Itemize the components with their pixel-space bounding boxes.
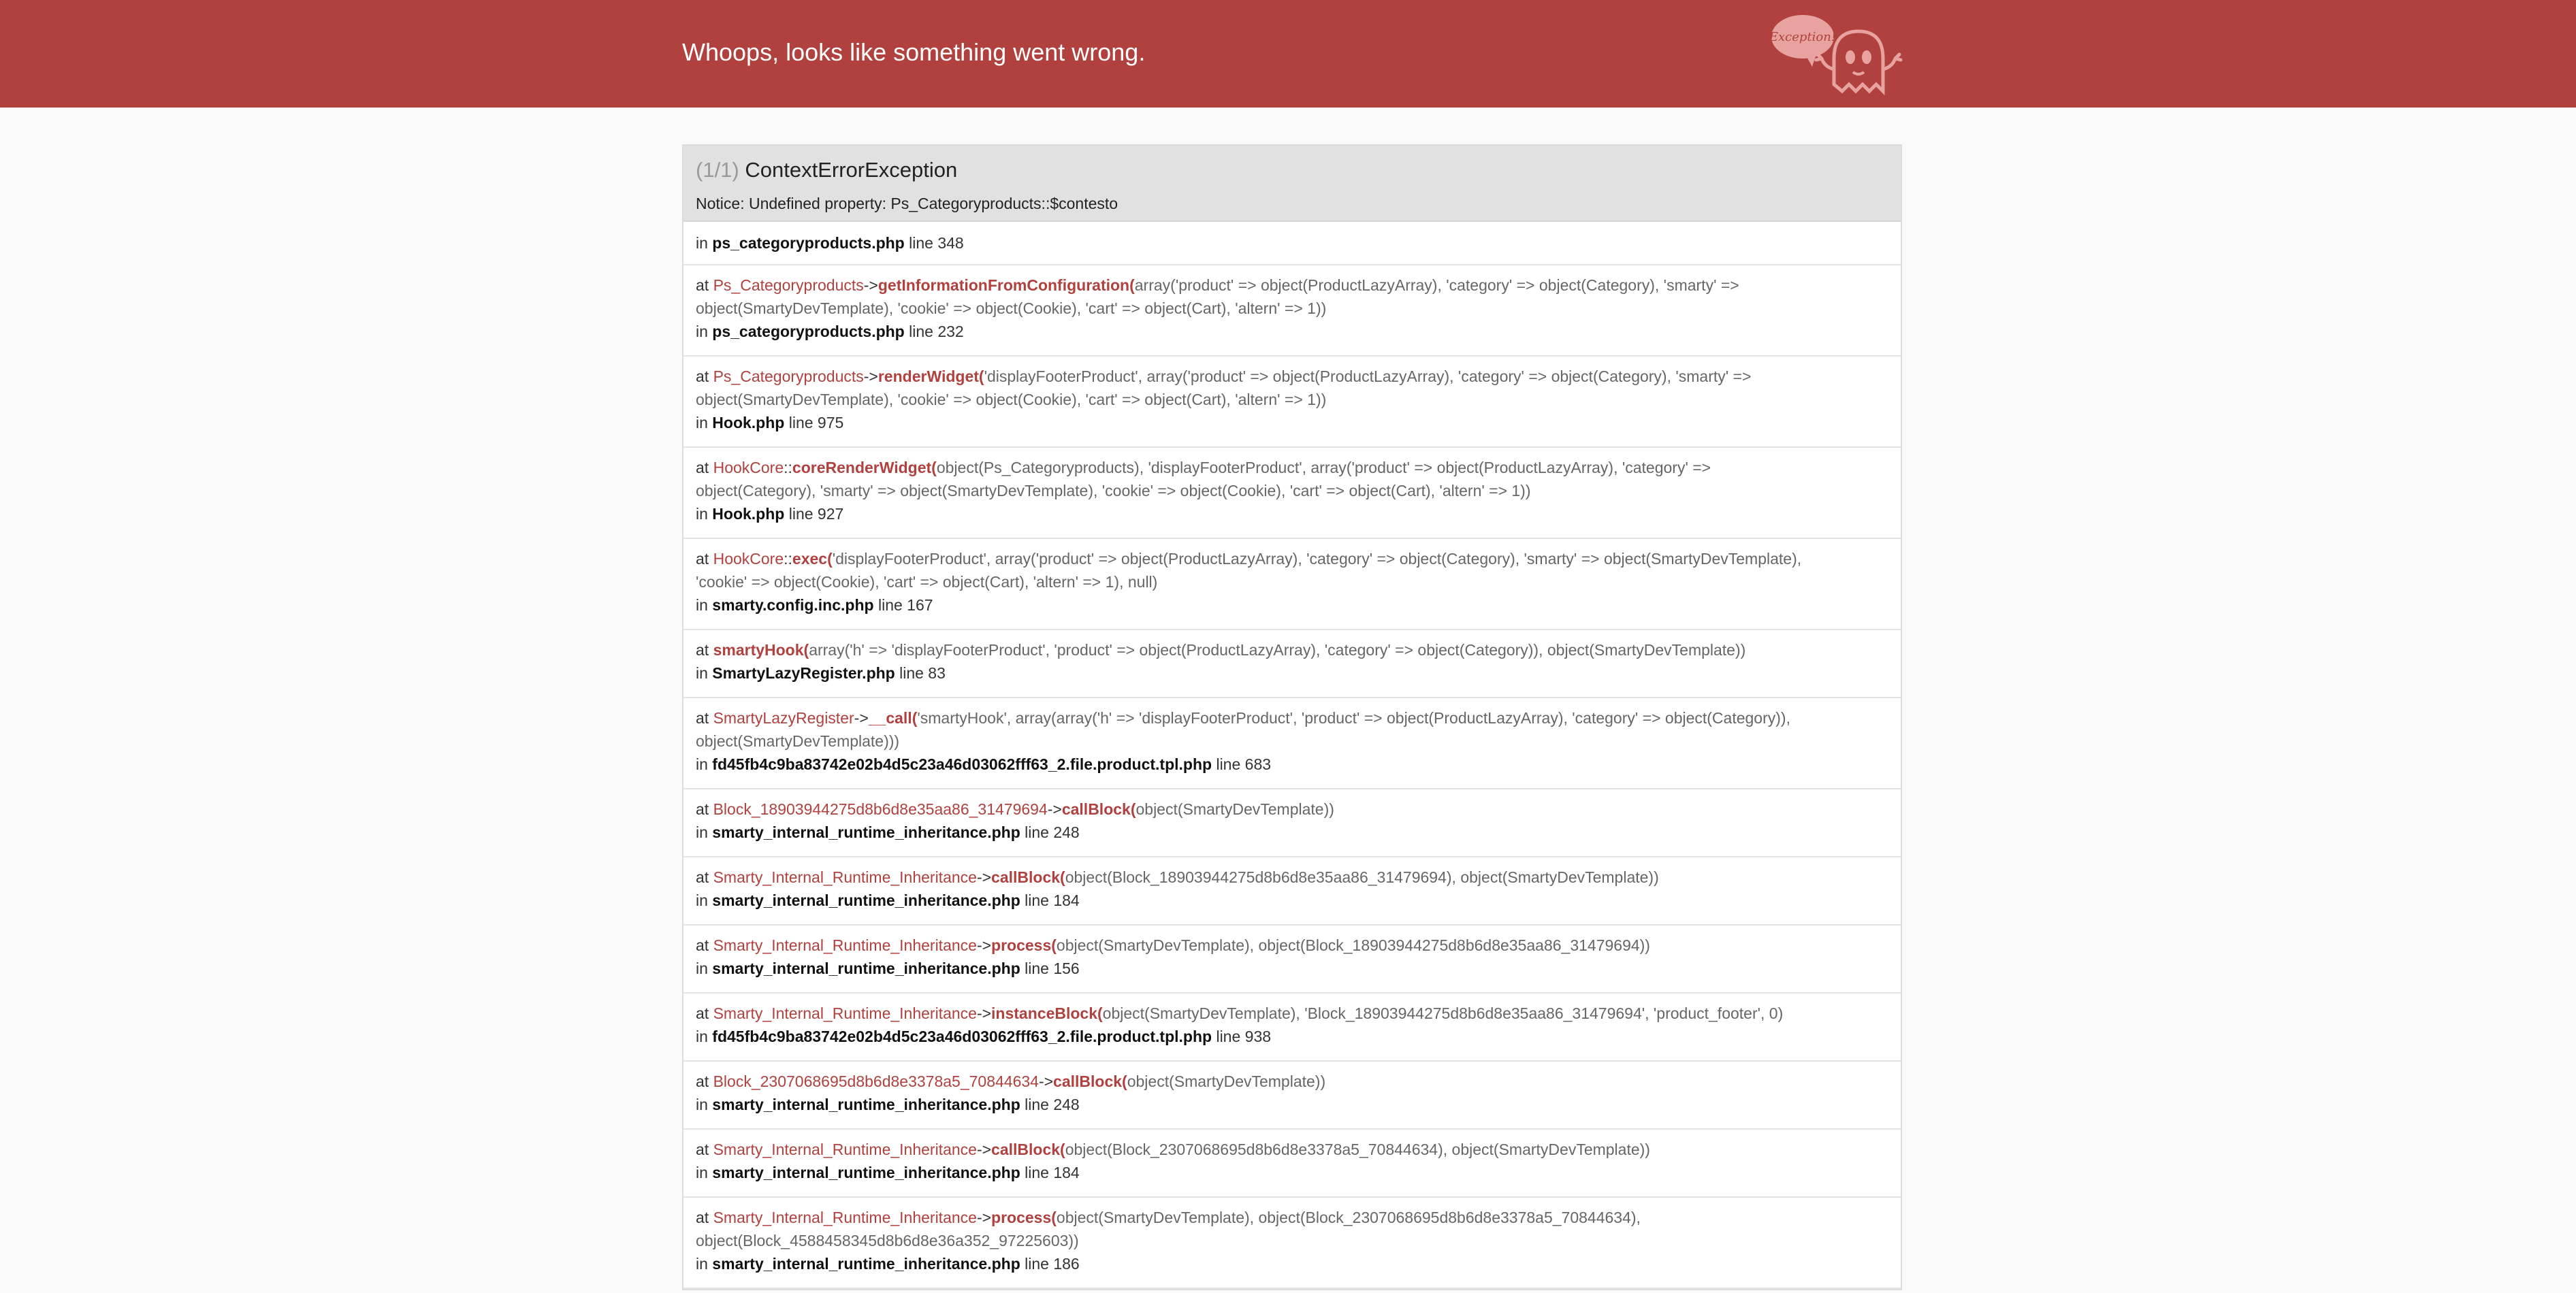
at-label: at	[696, 367, 709, 385]
trace-call	[696, 1070, 1888, 1093]
trace-args-cont: object(Block_4588458345d8b6d8e36a352_97225603))	[696, 1232, 1079, 1249]
trace-line: line 683	[1216, 755, 1272, 773]
trace-function: renderWidget(	[878, 367, 984, 385]
trace-class: Smarty_Internal_Runtime_Inheritance	[713, 936, 977, 954]
trace-separator: ->	[1047, 800, 1062, 818]
trace-line: line 232	[909, 323, 964, 340]
in-label: in	[696, 755, 708, 773]
in-label: in	[696, 414, 708, 431]
trace-function: coreRenderWidget(	[792, 459, 937, 476]
trace-location	[696, 320, 1888, 343]
trace-line: line 248	[1025, 823, 1080, 841]
trace-frame	[683, 539, 1901, 630]
trace-class: Smarty_Internal_Runtime_Inheritance	[713, 1141, 977, 1158]
trace-separator: ->	[976, 868, 992, 886]
trace-line: line 348	[909, 234, 964, 252]
trace-args-cont: object(SmartyDevTemplate), 'cookie' => object(Cookie), 'cart' => object(Cart), 'altern' => 1))	[696, 299, 1327, 317]
trace-args: object(SmartyDevTemplate))	[1136, 800, 1334, 818]
trace-file: smarty_internal_runtime_inheritance.php	[712, 1164, 1020, 1181]
trace-call	[696, 456, 1888, 479]
trace-location	[696, 1252, 1888, 1275]
trace-function: callBlock(	[1061, 800, 1136, 818]
trace-class: HookCore	[713, 459, 784, 476]
trace-args: object(SmartyDevTemplate), object(Block_2307068695d8b6d8e3378a5_70844634),	[1056, 1209, 1641, 1226]
page-title: Whoops, looks like something went wrong.	[682, 38, 1146, 66]
trace-line: line 83	[899, 664, 946, 682]
exception-box	[682, 144, 1902, 1290]
trace-class: HookCore	[713, 550, 784, 568]
trace-frame	[683, 926, 1901, 994]
trace-separator: ::	[784, 550, 792, 568]
trace-call	[696, 365, 1888, 388]
trace-call	[696, 638, 1888, 661]
trace-args: object(SmartyDevTemplate), 'Block_18903944275d8b6d8e35aa86_31479694', 'product_footer', 0)	[1102, 1004, 1784, 1022]
in-label: in	[696, 1164, 708, 1181]
trace-file: fd45fb4c9ba83742e02b4d5c23a46d03062fff63_2.file.product.tpl.php	[712, 1028, 1212, 1045]
trace-file: smarty_internal_runtime_inheritance.php	[712, 823, 1020, 841]
trace-line: line 248	[1025, 1096, 1080, 1113]
trace-function: exec(	[792, 550, 833, 568]
trace-class: Block_18903944275d8b6d8e35aa86_31479694	[713, 800, 1048, 818]
trace-separator: ->	[976, 1209, 992, 1226]
ghost-logo-icon	[1769, 11, 1905, 97]
trace-frame	[683, 1130, 1901, 1198]
trace-frame	[683, 857, 1901, 926]
trace-file: SmartyLazyRegister.php	[712, 664, 895, 682]
trace-location	[696, 411, 1888, 434]
trace-frame	[683, 448, 1901, 539]
trace-line: line 184	[1025, 891, 1080, 909]
trace-line: line 938	[1216, 1028, 1272, 1045]
trace-location	[696, 957, 1888, 980]
trace-class: Smarty_Internal_Runtime_Inheritance	[713, 868, 977, 886]
trace-args: object(Ps_Categoryproducts), 'displayFooterProduct', array('product' => object(ProductLazyArray), 'category' =>	[936, 459, 1711, 476]
error-header	[0, 0, 2576, 108]
trace-frame	[683, 698, 1901, 789]
trace-args-cont: object(SmartyDevTemplate), 'cookie' => object(Cookie), 'cart' => object(Cart), 'altern' => 1))	[696, 391, 1327, 408]
trace-frame	[683, 789, 1901, 857]
trace-frame	[683, 1062, 1901, 1130]
trace-args-cont: 'cookie' => object(Cookie), 'cart' => object(Cart), 'altern' => 1), null)	[696, 573, 1158, 591]
trace-line: line 184	[1025, 1164, 1080, 1181]
trace-function: smartyHook(	[713, 641, 809, 659]
trace-separator: ->	[976, 1141, 992, 1158]
trace-function: process(	[991, 1209, 1057, 1226]
at-label: at	[696, 276, 709, 294]
trace-function: callBlock(	[991, 1141, 1065, 1158]
trace-args: 'smartyHook', array(array('h' => 'displayFooterProduct', 'product' => object(ProductLazyArray), 'category' => object(Category)),	[917, 709, 1790, 727]
trace-frame	[683, 265, 1901, 357]
in-label: in	[696, 960, 708, 977]
trace-function: getInformationFromConfiguration(	[878, 276, 1135, 294]
in-label: in	[696, 891, 708, 909]
trace-file: fd45fb4c9ba83742e02b4d5c23a46d03062fff63_2.file.product.tpl.php	[712, 755, 1212, 773]
trace-separator: ->	[1038, 1073, 1054, 1090]
trace-location	[696, 753, 1888, 776]
trace-call	[696, 1138, 1888, 1161]
trace-line: line 975	[788, 414, 844, 431]
trace-file: smarty_internal_runtime_inheritance.php	[712, 1096, 1020, 1113]
trace-call	[696, 866, 1888, 889]
trace-function: process(	[991, 936, 1057, 954]
trace-call	[696, 1206, 1888, 1229]
trace-file: smarty_internal_runtime_inheritance.php	[712, 891, 1020, 909]
at-label: at	[696, 459, 709, 476]
trace-class: SmartyLazyRegister	[713, 709, 854, 727]
trace-file: ps_categoryproducts.php	[712, 323, 905, 340]
in-label: in	[696, 505, 708, 523]
trace-class: Smarty_Internal_Runtime_Inheritance	[713, 1209, 977, 1226]
trace-call	[696, 798, 1888, 821]
trace-call	[696, 547, 1888, 570]
trace-file: smarty_internal_runtime_inheritance.php	[712, 960, 1020, 977]
trace-frame	[683, 357, 1901, 448]
at-label: at	[696, 1141, 709, 1158]
trace-args: 'displayFooterProduct', array('product' => object(ProductLazyArray), 'category' => object(Category), 'smarty' =>	[984, 367, 1752, 385]
at-label: at	[696, 1209, 709, 1226]
trace-separator: ->	[976, 936, 992, 954]
exception-header	[683, 146, 1901, 222]
trace-file: smarty.config.inc.php	[712, 596, 874, 614]
trace-function: callBlock(	[1053, 1073, 1127, 1090]
stack-trace	[683, 222, 1901, 1289]
trace-frame	[683, 630, 1901, 698]
in-label: in	[696, 1028, 708, 1045]
trace-separator: ->	[863, 367, 878, 385]
at-label: at	[696, 1073, 709, 1090]
trace-location	[696, 1161, 1888, 1184]
trace-class: Ps_Categoryproducts	[713, 276, 864, 294]
in-label: in	[696, 1096, 708, 1113]
trace-args: object(SmartyDevTemplate))	[1127, 1073, 1326, 1090]
exception-count: (1/1)	[696, 158, 739, 182]
trace-line: line 186	[1025, 1255, 1080, 1273]
at-label: at	[696, 550, 709, 568]
trace-class: Ps_Categoryproducts	[713, 367, 864, 385]
trace-location	[696, 502, 1888, 525]
trace-args: object(Block_18903944275d8b6d8e35aa86_31479694), object(SmartyDevTemplate))	[1065, 868, 1659, 886]
in-label: in	[696, 823, 708, 841]
at-label: at	[696, 868, 709, 886]
trace-args: object(Block_2307068695d8b6d8e3378a5_70844634), object(SmartyDevTemplate))	[1065, 1141, 1650, 1158]
trace-file: ps_categoryproducts.php	[712, 234, 905, 252]
exception-message: Notice: Undefined property: Ps_Categoryproducts::$contesto	[696, 195, 1118, 212]
trace-line: line 927	[788, 505, 844, 523]
exception-title	[696, 157, 1888, 184]
trace-args: object(SmartyDevTemplate), object(Block_18903944275d8b6d8e35aa86_31479694))	[1056, 936, 1650, 954]
at-label: at	[696, 709, 709, 727]
trace-class: Block_2307068695d8b6d8e3378a5_70844634	[713, 1073, 1039, 1090]
trace-line: line 167	[878, 596, 933, 614]
trace-location	[696, 1093, 1888, 1116]
trace-call	[696, 274, 1888, 297]
at-label: at	[696, 800, 709, 818]
trace-location	[696, 661, 1888, 685]
trace-separator: ->	[976, 1004, 992, 1022]
trace-function: instanceBlock(	[991, 1004, 1103, 1022]
trace-separator: ->	[863, 276, 878, 294]
trace-location	[696, 889, 1888, 912]
trace-separator: ->	[854, 709, 869, 727]
trace-args: 'displayFooterProduct', array('product' => object(ProductLazyArray), 'category' => object(Category), 'smarty' => object(SmartyDevTemplate),	[832, 550, 1802, 568]
trace-location	[696, 1025, 1888, 1048]
trace-function: __call(	[868, 709, 918, 727]
trace-call	[696, 934, 1888, 957]
trace-args: array('product' => object(ProductLazyArray), 'category' => object(Category), 'smarty' =>	[1134, 276, 1739, 294]
in-label: in	[696, 323, 708, 340]
trace-call	[696, 1002, 1888, 1025]
trace-file: Hook.php	[712, 505, 785, 523]
at-label: at	[696, 936, 709, 954]
in-label: in	[696, 596, 708, 614]
in-label: in	[696, 1255, 708, 1273]
trace-class: Smarty_Internal_Runtime_Inheritance	[713, 1004, 977, 1022]
trace-separator: ::	[784, 459, 792, 476]
trace-location	[696, 821, 1888, 844]
trace-args-cont: object(SmartyDevTemplate)))	[696, 732, 900, 750]
trace-line: line 156	[1025, 960, 1080, 977]
logo-text: Exception!	[1769, 30, 1837, 44]
trace-frame	[683, 1198, 1901, 1289]
at-label: at	[696, 1004, 709, 1022]
trace-location	[696, 593, 1888, 617]
trace-args-cont: object(Category), 'smarty' => object(SmartyDevTemplate), 'cookie' => object(Cookie), 'cart' => object(Cart), 'altern' => 1))	[696, 482, 1531, 500]
exception-name: ContextErrorException	[745, 158, 958, 182]
at-label: at	[696, 641, 709, 659]
in-label: in	[696, 664, 708, 682]
trace-function: callBlock(	[991, 868, 1065, 886]
trace-args: array('h' => 'displayFooterProduct', 'product' => object(ProductLazyArray), 'category' => object(Category)), object(SmartyDevTemplate))	[809, 641, 1746, 659]
in-label: in	[696, 234, 708, 252]
trace-file: Hook.php	[712, 414, 785, 431]
trace-file: smarty_internal_runtime_inheritance.php	[712, 1255, 1020, 1273]
trace-origin	[683, 222, 1901, 265]
trace-frame	[683, 994, 1901, 1062]
trace-call	[696, 706, 1888, 730]
